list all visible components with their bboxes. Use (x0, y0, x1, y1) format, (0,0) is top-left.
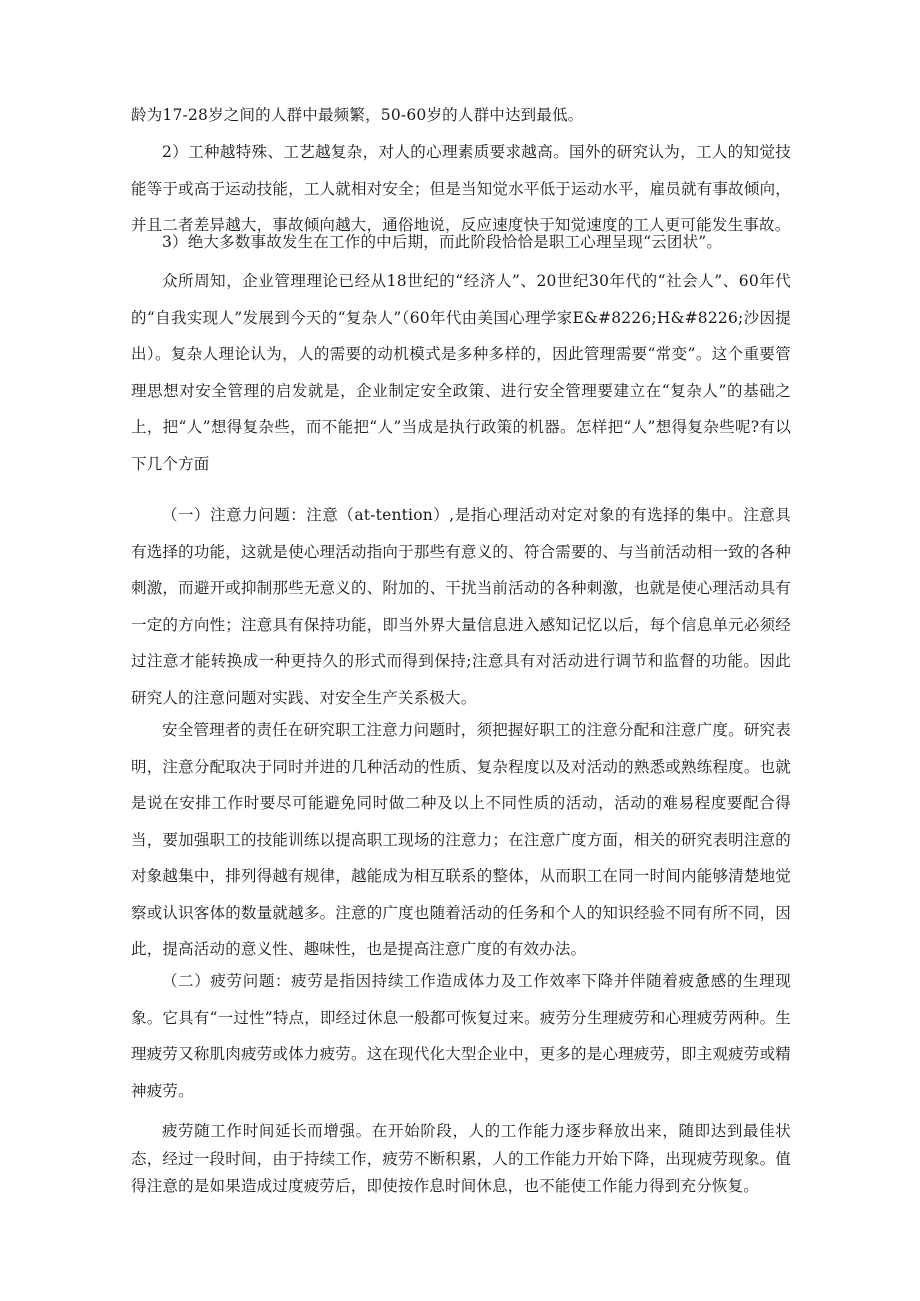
paragraph-complex-man-theory: 众所周知，企业管理理论已经从18世纪的“经济人”、20世纪30年代的“社会人”、60年代的“自我实现人”发展到今天的“复杂人”（60年代由美国心理学家E&#8226;H&#8226;沙因提出）。复杂人理论认为，人的需要的动机模式是多种多样的，因此管理需要“常变”。这个重要管理思想对安全管理的启发就是，企业制定安全政策、进行安全管理要建立在“复杂人”的基础之上，把“人”想得复杂些，而不能把“人”当成是执行政策的机器。怎样把“人”想得复杂些呢?有以下几个方面 (131, 272, 791, 473)
paragraph-attention-management: 安全管理者的责任在研究职工注意力问题时，须把握好职工的注意分配和注意广度。研究表明，注意分配取决于同时并进的几种活动的性质、复杂程度以及对活动的熟悉或熟练程度。也就是说在安排工作时要尽可能避免同时做二种及以上不同性质的活动，活动的难易程度要配合得当，要加强职工的技能训练以提高职工现场的注意力；在注意广度方面，相关的研究表明注意的对象越集中，排列得越有规律，越能成为相互联系的整体，从而职工在同一时间内能够清楚地觉察或认识客体的数量就越多。注意的广度也随着活动的任务和个人的知识经验不同有所不同，因此，提高活动的意义性、趣味性，也是提高注意广度的有效办法。 (131, 721, 791, 958)
paragraph-fatigue-increase: 疲劳随工作时间延长而增强。在开始阶段，人的工作能力逐步释放出来，随即达到最佳状态，经过一段时间，由于持续工作，疲劳不断积累，人的工作能力开始下降，出现疲劳现象。值得注意的是如果造成过度疲劳后，即使按作息时间休息，也不能使工作能力得到充分恢复。 (131, 1122, 791, 1195)
paragraph-fatigue-problem: （二）疲劳问题：疲劳是指因持续工作造成体力及工作效率下降并伴随着疲惫感的生理现象。它具有“一过性”特点，即经过休息一般都可恢复过来。疲劳分生理疲劳和心理疲劳两种。生理疲劳又称肌肉疲劳或体力疲劳。这在现代化大型企业中，更多的是心理疲劳，即主观疲劳或精神疲劳。 (131, 972, 791, 1100)
paragraph-age-continuation: 龄为17-28岁之间的人群中最频繁，50-60岁的人群中达到最低。 (131, 106, 584, 124)
paragraph-item-2: 2）工种越特殊、工艺越复杂，对人的心理素质要求越高。国外的研究认为，工人的知觉技能等于或高于运动技能，工人就相对安全；但是当知觉水平低于运动水平，雇员就有事故倾向，并且二者差异越大，事故倾向越大，通俗地说，反应速度快于知觉速度的工人更可能发生事故。 (131, 143, 791, 234)
paragraph-item-3: 3）绝大多数事故发生在工作的中后期，而此阶段恰恰是职工心理呈现“云团状”。 (162, 233, 723, 251)
paragraph-attention-problem: （一）注意力问题：注意（at-tention）,是指心理活动对定对象的有选择的集中。注意具有选择的功能，这就是使心理活动指向于那些有意义的、符合需要的、与当前活动相一致的各种刺激，而避开或抑制那些无意义的、附加的、干扰当前活动的各种刺激，也就是使心理活动具有一定的方向性；注意具有保持功能，即当外界大量信息进入感知记忆以后，每个信息单元必须经过注意才能转换成一种更持久的形式而得到保持;注意具有对活动进行调节和监督的功能。因此研究人的注意问题对实践、对安全生产关系极大。 (131, 506, 791, 707)
